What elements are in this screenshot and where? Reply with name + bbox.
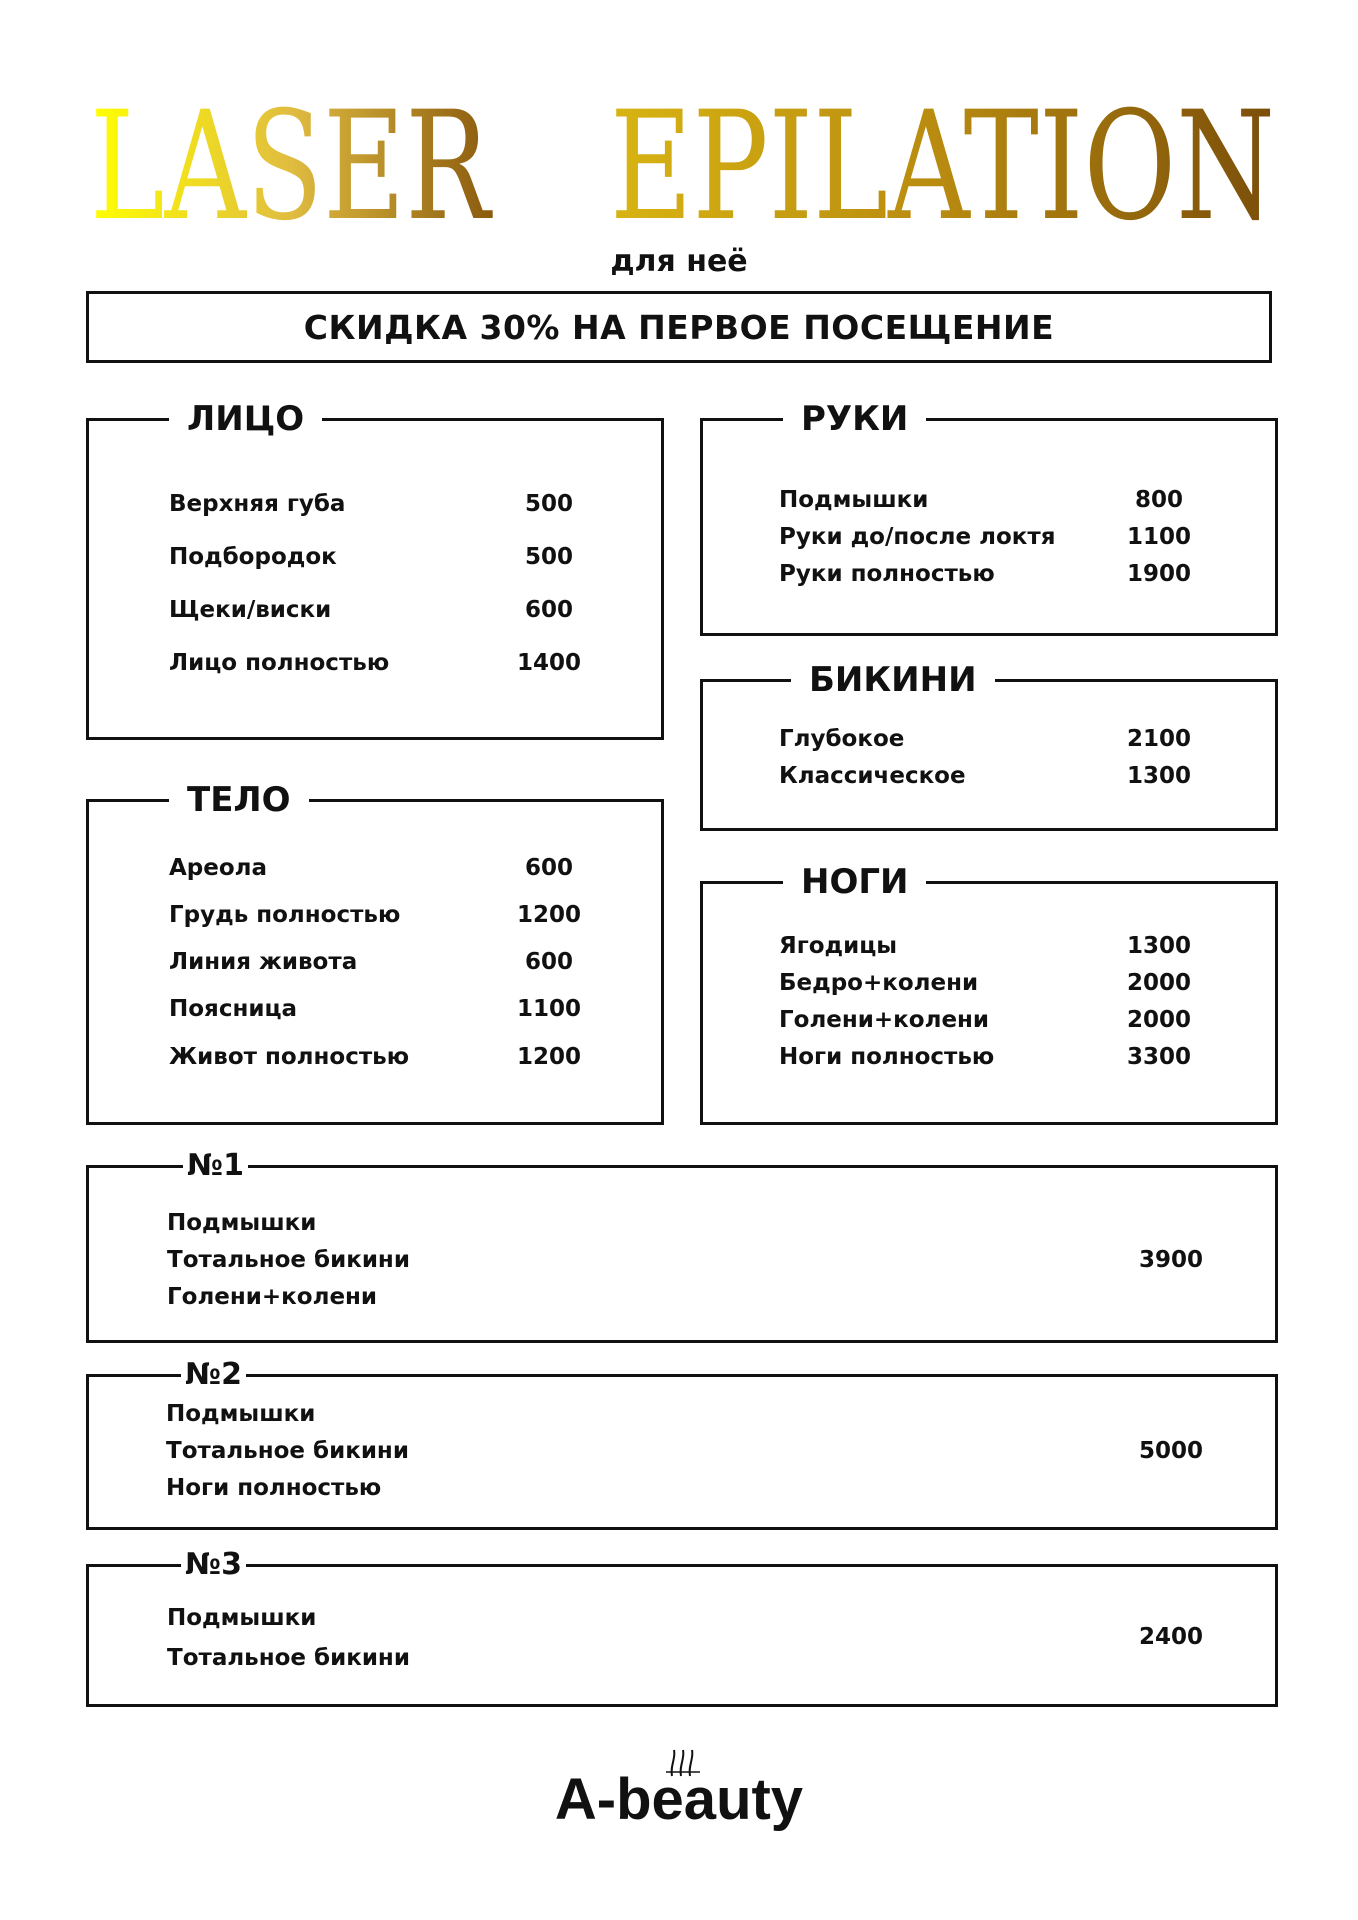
section-title-legs: НОГИ bbox=[783, 858, 926, 906]
section-legs bbox=[700, 862, 1278, 1125]
section-title-arms: РУКИ bbox=[783, 395, 926, 443]
section-title-face: ЛИЦО bbox=[169, 395, 322, 443]
package-title: №1 bbox=[183, 1144, 248, 1188]
item-label: Линия живота bbox=[169, 949, 358, 975]
package-item: Тотальное бикини bbox=[167, 1247, 410, 1273]
item-price: 1400 bbox=[516, 650, 581, 676]
item-price: 1900 bbox=[1126, 561, 1191, 587]
item-price: 1200 bbox=[516, 902, 581, 928]
item-label: Верхняя губа bbox=[169, 491, 346, 517]
item-label: Голени+колени bbox=[779, 1007, 990, 1033]
item-price: 1100 bbox=[1126, 524, 1191, 550]
title-word-laser: LASER bbox=[90, 92, 494, 232]
item-label: Грудь полностью bbox=[169, 902, 401, 928]
package-title: №2 bbox=[181, 1353, 246, 1397]
item-price: 2000 bbox=[1126, 970, 1191, 996]
item-price: 500 bbox=[524, 491, 573, 517]
item-label: Руки полностью bbox=[779, 561, 995, 587]
item-label: Подмышки bbox=[779, 487, 929, 513]
package-price: 5000 bbox=[1139, 1438, 1204, 1464]
item-label: Ноги полностью bbox=[779, 1044, 995, 1070]
package-1 bbox=[86, 1148, 1278, 1343]
item-price: 1300 bbox=[1126, 763, 1191, 789]
package-3 bbox=[86, 1547, 1278, 1707]
package-item: Тотальное бикини bbox=[166, 1438, 409, 1464]
package-item: Подмышки bbox=[167, 1210, 317, 1236]
section-title-bikini: БИКИНИ bbox=[791, 656, 995, 704]
promo-text: СКИДКА 30% НА ПЕРВОЕ ПОСЕЩЕНИЕ bbox=[303, 307, 1055, 347]
promo-banner bbox=[86, 291, 1272, 363]
package-item: Голени+колени bbox=[167, 1284, 378, 1310]
item-label: Классическое bbox=[779, 763, 966, 789]
item-label: Щеки/виски bbox=[169, 597, 332, 623]
package-item: Подмышки bbox=[166, 1401, 316, 1427]
item-price: 3300 bbox=[1126, 1044, 1191, 1070]
item-price: 1200 bbox=[516, 1044, 581, 1070]
package-price: 3900 bbox=[1139, 1247, 1204, 1273]
item-price: 2000 bbox=[1126, 1007, 1191, 1033]
package-item: Тотальное бикини bbox=[167, 1645, 410, 1671]
item-label: Бедро+колени bbox=[779, 970, 979, 996]
subtitle: для неё bbox=[610, 244, 748, 279]
section-title-body: ТЕЛО bbox=[169, 776, 309, 824]
item-price: 2100 bbox=[1126, 726, 1191, 752]
package-title: №3 bbox=[181, 1543, 246, 1587]
item-price: 600 bbox=[524, 597, 573, 623]
item-label: Глубокое bbox=[779, 726, 905, 752]
brand-logo: A-beauty bbox=[554, 1767, 804, 1832]
title-svg bbox=[90, 92, 1280, 232]
package-price: 2400 bbox=[1139, 1624, 1204, 1650]
section-bikini bbox=[700, 660, 1278, 831]
item-price: 1100 bbox=[516, 996, 581, 1022]
item-label: Живот полностью bbox=[169, 1044, 410, 1070]
package-2 bbox=[86, 1357, 1278, 1530]
section-face bbox=[86, 399, 664, 740]
package-item: Ноги полностью bbox=[166, 1475, 382, 1501]
item-label: Поясница bbox=[169, 996, 298, 1022]
item-price: 500 bbox=[524, 544, 573, 570]
item-label: Подбородок bbox=[169, 544, 337, 570]
item-price: 1300 bbox=[1126, 933, 1191, 959]
item-label: Ягодицы bbox=[779, 933, 898, 959]
item-label: Ареола bbox=[169, 855, 268, 881]
section-arms bbox=[700, 399, 1278, 636]
item-price: 600 bbox=[524, 949, 573, 975]
item-label: Лицо полностью bbox=[169, 650, 390, 676]
title-word-epilation: EPILATION bbox=[610, 92, 1275, 232]
item-label: Руки до/после локтя bbox=[779, 524, 1056, 550]
page-title bbox=[90, 92, 1280, 232]
item-price: 600 bbox=[524, 855, 573, 881]
package-item: Подмышки bbox=[167, 1605, 317, 1631]
item-price: 800 bbox=[1134, 487, 1183, 513]
section-body bbox=[86, 780, 664, 1125]
